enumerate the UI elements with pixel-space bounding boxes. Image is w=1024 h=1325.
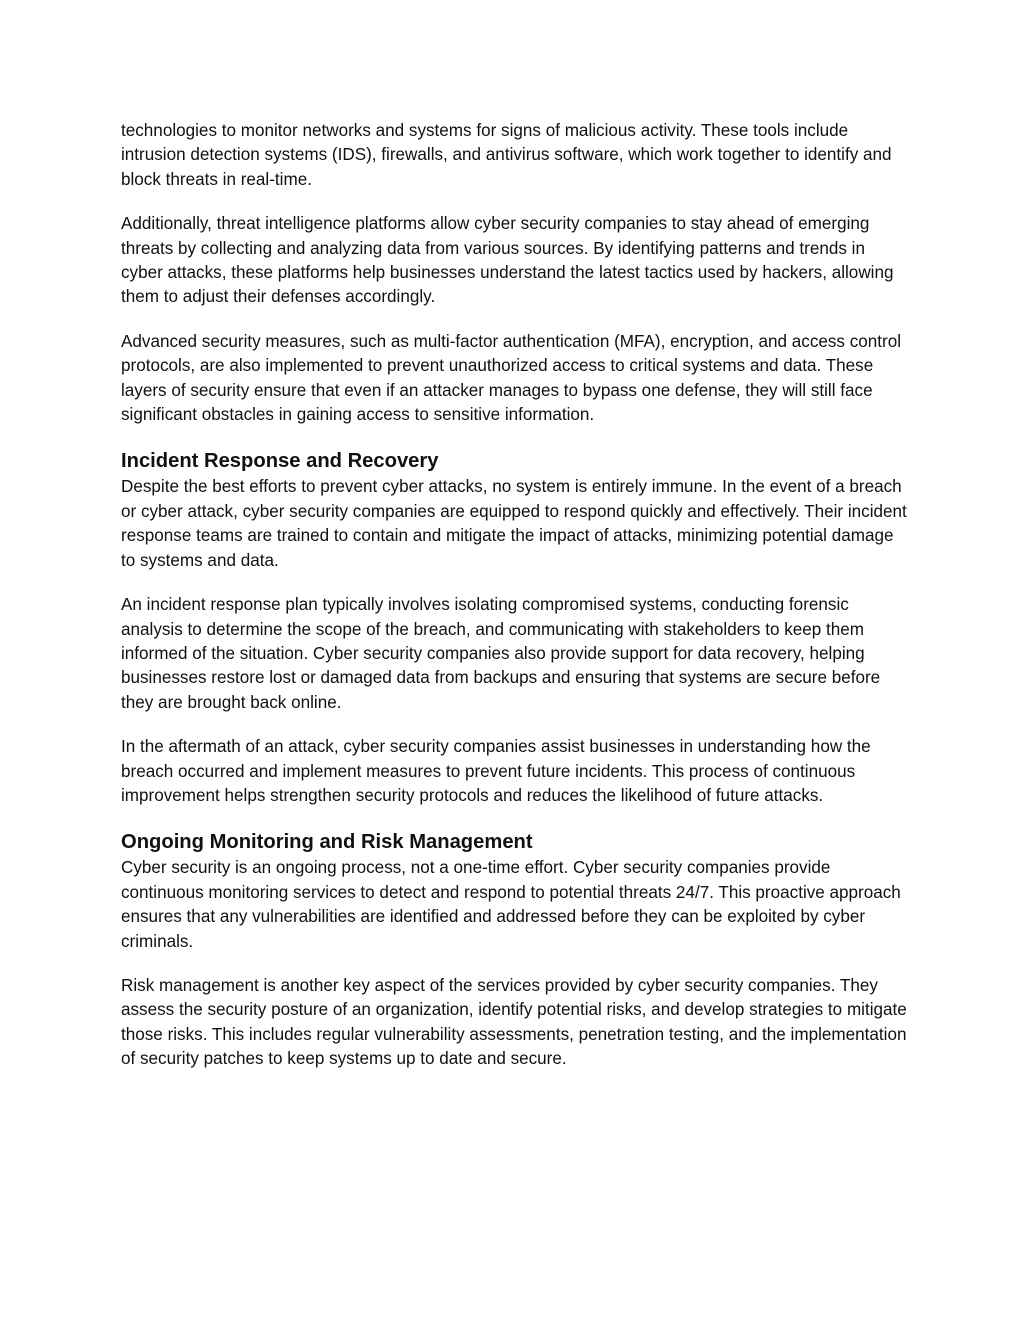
body-paragraph: Despite the best efforts to prevent cyber attacks, no system is entirely immune. In the event of a breach or cyber attack, cyber security companies are equipped to respond quickly and effectively. Their incident response teams are trained to contain and mitigate the impact of attacks, minimizing potential damage to systems and data. <box>121 477 907 570</box>
body-paragraph: Risk management is another key aspect of the services provided by cyber security companies. They assess the security posture of an organization, identify potential risks, and develop strategies to mitigate those risks. This includes regular vulnerability assessments, penetration testing, and the implementation of security patches to keep systems up to date and secure. <box>121 975 907 1069</box>
body-paragraph: In the aftermath of an attack, cyber security companies assist businesses in understanding how the breach occurred and implement measures to prevent future incidents. This process of continuous improvement helps strengthen security protocols and reduces the likelihood of future attacks. <box>121 737 871 805</box>
section-heading-ongoing-monitoring: Ongoing Monitoring and Risk Management <box>121 831 533 854</box>
body-paragraph: Cyber security is an ongoing process, not a one-time effort. Cyber security companies provide continuous monitoring services to detect and respond to potential threats 24/7. This proactive approach ensures that any vulnerabilities are identified and addressed before they can be exploited by cyber criminals. <box>121 858 901 951</box>
body-paragraph: An incident response plan typically involves isolating compromised systems, conducting forensic analysis to determine the scope of the breach, and communicating with stakeholders to keep them informed of the situation. Cyber security companies also provide support for data recovery, helping businesses restore lost or damaged data from backups and ensuring that systems are secure before they are brought back online. <box>121 595 881 712</box>
body-paragraph: Additionally, threat intelligence platforms allow cyber security companies to stay ahead of emerging threats by collecting and analyzing data from various sources. By identifying patterns and trends in cyber attacks, these platforms help businesses understand the latest tactics used by hackers, allowing them to adjust their defenses accordingly. <box>121 214 894 307</box>
body-paragraph: Advanced security measures, such as multi-factor authentication (MFA), encryption, and access control protocols, are also implemented to prevent unauthorized access to critical systems and data. These layers of security ensure that even if an attacker manages to bypass one defense, they will still face significant obstacles in gaining access to sensitive information. <box>121 331 902 425</box>
body-paragraph: technologies to monitor networks and systems for signs of malicious activity. These tools include intrusion detection systems (IDS), firewalls, and antivirus software, which work together to identify and block threats in real-time. <box>121 121 892 189</box>
document-page <box>121 119 911 1092</box>
section-heading-incident-response: Incident Response and Recovery <box>121 450 439 473</box>
